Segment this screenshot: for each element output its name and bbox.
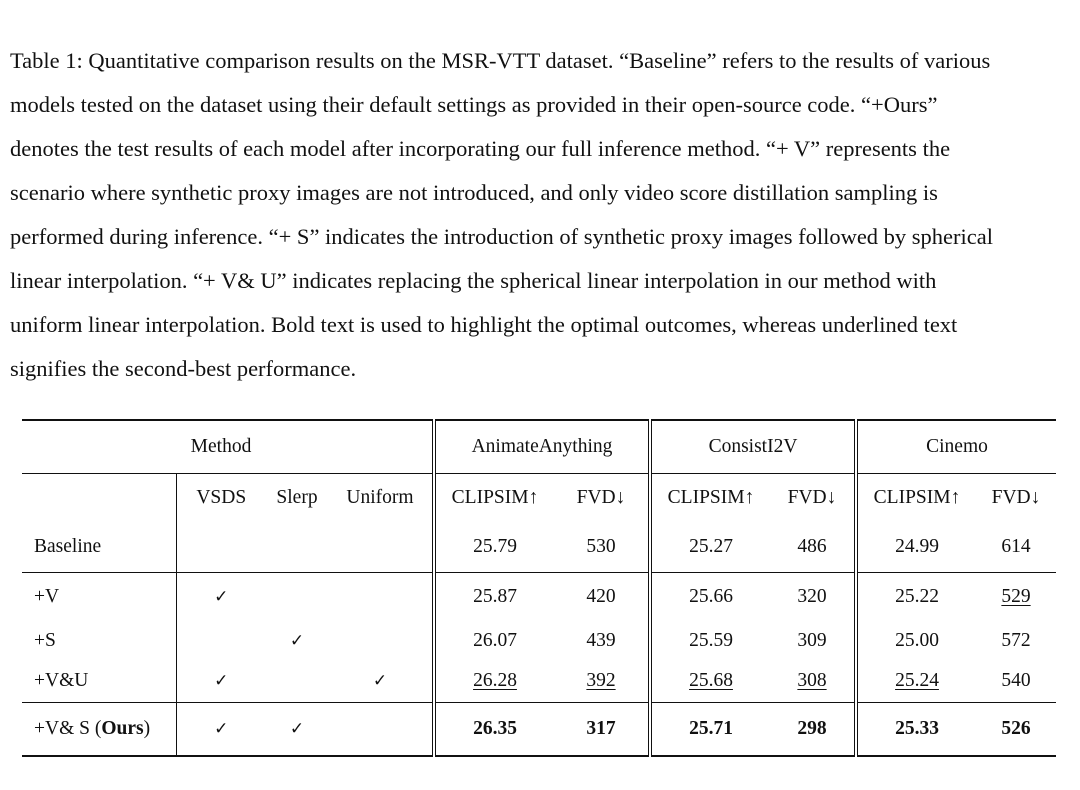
caption-line: models tested on the dataset using their default settings as provided in their open-source code. “+Ours”	[10, 92, 938, 117]
check-icon: ✓	[176, 573, 266, 622]
cell-value: 529	[976, 573, 1056, 622]
cell-value: 25.66	[650, 573, 770, 622]
cell-value: 298	[770, 703, 856, 757]
caption-line: denotes the test results of each model after incorporating our full inference method. “+ V” represents the	[10, 136, 951, 161]
check-icon: ✓	[176, 660, 266, 703]
table-row	[22, 660, 1056, 703]
vsds-header: VSDS	[176, 474, 266, 523]
cell-value: 320	[770, 573, 856, 622]
cell-value: 24.99	[856, 522, 976, 573]
cell-value: 25.71	[650, 703, 770, 757]
fvd-header: FVD↓	[976, 474, 1056, 523]
table-caption	[10, 39, 1072, 391]
cell-value: 614	[1001, 536, 1031, 557]
cell-value: 25.68	[650, 660, 770, 703]
cell-value: 25.87	[434, 573, 554, 622]
cell-value: 25.00	[856, 621, 976, 660]
row-label: +V&U	[34, 670, 89, 691]
check-icon: ✓	[328, 660, 434, 703]
cell-value: 486	[797, 536, 827, 557]
caption-line: uniform linear interpolation. Bold text is used to highlight the optimal outcomes, whereas underlined text	[10, 312, 958, 337]
cell-value: 26.28	[473, 670, 517, 691]
cell-value: 309	[797, 629, 827, 651]
sub-header-row	[22, 474, 1056, 523]
caption-line: signifies the second-best performance.	[10, 356, 357, 381]
clipsim-header: CLIPSIM↑	[650, 474, 770, 523]
clipsim-header: CLIPSIM↑	[856, 474, 976, 523]
cell-value: 392	[586, 670, 616, 691]
check-icon: ✓	[266, 703, 328, 757]
cell-value: 439	[586, 629, 616, 651]
group-header-row	[22, 420, 1056, 474]
table-row	[22, 573, 1056, 622]
cell-value: 25.59	[650, 621, 770, 660]
cell-value: 25.24	[856, 660, 976, 703]
cell-value: 572	[1001, 629, 1031, 651]
clipsim-header: CLIPSIM↑	[434, 474, 554, 523]
cell-value: 26.07	[473, 629, 517, 651]
row-label: Baseline	[34, 536, 102, 557]
cell-value: 25.22	[856, 573, 976, 622]
cell-value: 526	[976, 703, 1056, 757]
fvd-header: FVD↓	[770, 474, 856, 523]
row-label: +V	[22, 573, 176, 622]
cell-value: 25.79	[473, 536, 517, 557]
cell-value: 530	[586, 536, 616, 557]
fvd-header: FVD↓	[554, 474, 650, 523]
cell-value: 317	[554, 703, 650, 757]
cell-value: 25.27	[650, 522, 770, 573]
table-row	[22, 522, 1056, 573]
table-row	[22, 703, 1056, 757]
cinemo-header: Cinemo	[856, 420, 1056, 474]
results-table	[22, 419, 1056, 757]
uniform-header: Uniform	[328, 474, 434, 523]
check-icon: ✓	[289, 630, 305, 651]
animateanything-header: AnimateAnything	[434, 420, 650, 474]
row-label: +S	[34, 629, 56, 651]
cell-value: 26.35	[434, 703, 554, 757]
cell-value: 420	[554, 573, 650, 622]
check-icon: ✓	[176, 703, 266, 757]
method-header: Method	[176, 420, 266, 474]
consisti2v-header: ConsistI2V	[650, 420, 856, 474]
cell-value: 25.33	[856, 703, 976, 757]
caption-line: scenario where synthetic proxy images are not introduced, and only video score distillation sampling is	[10, 180, 938, 205]
cell-value: 540	[1001, 670, 1031, 691]
caption-line: Table 1: Quantitative comparison results on the MSR-VTT dataset. “Baseline” refers to the results of various	[10, 48, 991, 73]
slerp-header: Slerp	[266, 474, 328, 523]
caption-line: performed during inference. “+ S” indicates the introduction of synthetic proxy images followed by spherical	[10, 224, 994, 249]
cell-value: 308	[797, 670, 827, 691]
row-label: +V& S (Ours)	[22, 703, 176, 757]
caption-line: linear interpolation. “+ V& U” indicates replacing the spherical linear interpolation in our method with	[10, 268, 937, 293]
table-row	[22, 621, 1056, 660]
